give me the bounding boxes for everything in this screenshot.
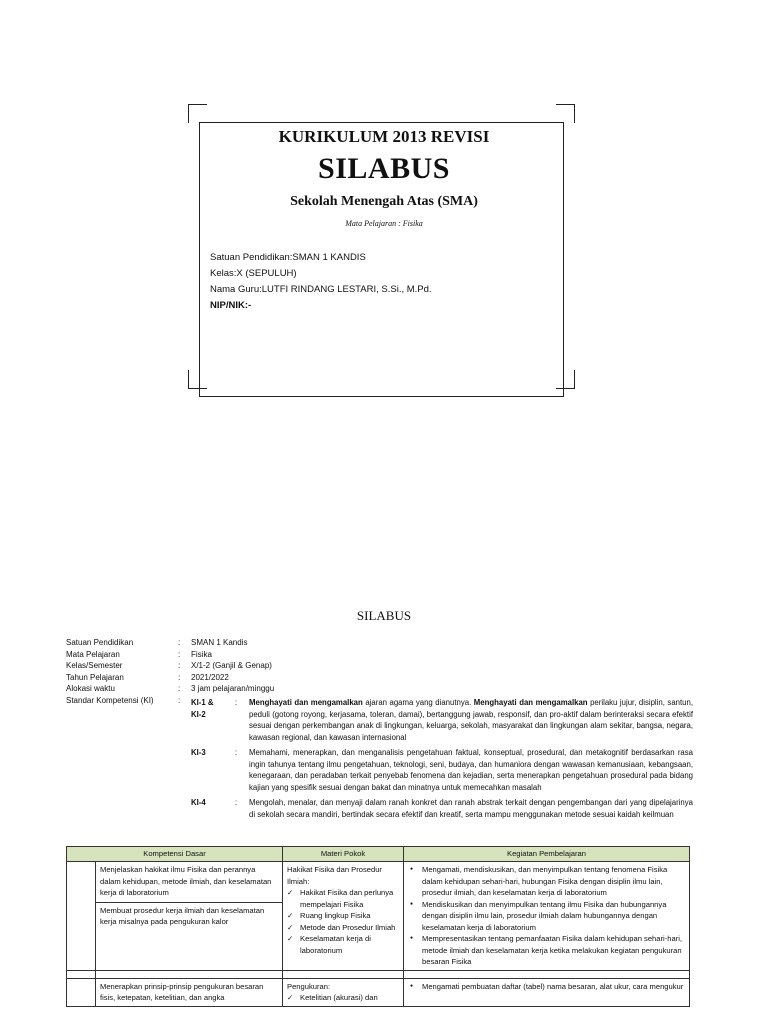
meta-row: Satuan Pendidikan : SMAN 1 Kandis	[66, 638, 248, 647]
kd-number-cell	[67, 978, 96, 1006]
header-kompetensi-dasar: Kompetensi Dasar	[67, 847, 283, 862]
meta-row: Mata Pelajaran : Fisika	[66, 649, 212, 659]
table-row	[67, 978, 690, 1006]
header-materi-pokok: Materi Pokok	[283, 847, 404, 862]
meta-row: Standar Kompetensi (KI) :	[66, 695, 181, 705]
kegiatan-cell	[404, 978, 690, 1006]
cover-school-level: Sekolah Menengah Atas (SMA)	[290, 194, 478, 209]
ki-list	[191, 697, 693, 824]
section-title: SILABUS	[356, 608, 412, 623]
list-item: ✓ Ketelitian (akurasi) dan	[287, 992, 399, 1004]
meta-row: Kelas/Semester : X/1-2 (Ganjil & Genap)	[66, 661, 272, 670]
table-row	[67, 862, 690, 971]
meta-row: Alokasi waktu : 3 jam pelajaran/minggu	[66, 684, 275, 693]
meta-row: Tahun Pelajaran : 2021/2022	[66, 672, 229, 682]
cover-info	[210, 250, 432, 314]
cover-info-nip: NIP/NIK:-	[210, 300, 252, 311]
cover-info-teacher: Nama Guru:LUTFI RINDANG LESTARI, S.Si., M.Pd.	[210, 284, 432, 295]
cover-info-school: Satuan Pendidikan:SMAN 1 KANDIS	[210, 252, 366, 263]
cover-main-title: SILABUS	[318, 152, 450, 185]
ki-row-1-2: KI-1 & KI-2 : Menghayati dan mengamalkan ajaran agama yang dianutnya. Menghayati dan mengamalkan perilaku jujur, disiplin, santun, peduli (gotong royong, kerjasama, toleran, damai), bertanggung jawab, responsif, dan pro-aktif dalam berinteraksi secara efektif sesuai dengan perkembangan anak di lingkungan, keluarga, sekolah, masyarakat dan lingkungan alam sekitar, bangsa, negara, kawasan regional, dan kawasan internasional	[191, 698, 693, 742]
table-spacer-row	[67, 970, 690, 978]
materi-cell: Hakikat Fisika dan Prosedur Ilmiah: ✓ Hakikat Fisika dan perlunya mempelajari Fisika ✓ Ruang lingkup Fisika ✓ Metode dan Prosedur Ilmiah ✓ Keselamatan kerja di laboratorium	[283, 862, 404, 971]
frame-corner-top-left	[188, 104, 207, 123]
list-item: ● Mempresentasikan tentang pemanfaatan Fisika dalam kehidupan sehari-hari, metode ilmiah dan keselamatan kerja ketika melakukan kegiatan pengukuran besaran Fisika	[408, 933, 685, 968]
kd-number-cell	[67, 862, 96, 971]
kegiatan-cell	[404, 862, 690, 971]
ki-row-3: KI-3 : Memahami, menerapkan, dan menganalisis pengetahuan faktual, konseptual, prosedural, dan metakognitif berdasarkan rasa ingin tahunya tentang ilmu pengetahuan, teknologi, seni, budaya, dan humaniora dengan wawasan kemanusiaan, kebangsaan, kenegaraan, dan peradaban terkait penyebab fenomena dan kejadian, serta menerapkan pengetahuan prosedural pada bidang kajian yang spesifik sesuai dengan bakat dan minatnya untuk memecahkan masalah	[191, 748, 693, 792]
list-item: ● Mengamati pembuatan daftar (tabel) nama besaran, alat ukur, cara mengukur	[408, 981, 685, 993]
list-item: ✓ Metode dan Prosedur Ilmiah	[287, 922, 399, 934]
ki-row-4: KI-4 : Mengolah, menalar, dan menyaji dalam ranah konkret dan ranah abstrak terkait dengan pengembangan dari yang dipelajarinya di sekolah secara mandiri, bertindak secara efektif dan kreatif, serta mampu menggunakan metode sesuai kaidah keilmuan	[191, 798, 693, 819]
list-item: ● Mengamati, mendiskusikan, dan menyimpulkan tentang fenomena Fisika dalam kehidupan sehari-hari, hubungan Fisika dengan disiplin ilmu lain, prosedur ilmiah, dan keselamatan kerja di laboratorium	[408, 864, 685, 899]
list-item: ✓ Ruang lingkup Fisika	[287, 910, 399, 922]
materi-cell: Pengukuran: ✓ Ketelitian (akurasi) dan	[283, 978, 404, 1006]
list-item: ● Mendiskusikan dan menyimpulkan tentang ilmu Fisika dan hubungannya dengan disiplin ilmu lain, prosedur ilmiah dalam hubungannya dengan keselamatan kerja di laboratorium	[408, 899, 685, 934]
kd-cell: Menjelaskan hakikat ilmu Fisika dan perannya dalam kehidupan, metode ilmiah, dan keselamatan kerja di laboratorium Membuat prosedur kerja ilmiah dan keselamatan kerja misalnya pada pengukuran kalor	[96, 862, 283, 971]
kd-cell: Menerapkan prinsip-prinsip pengukuran besaran fisis, ketepatan, ketelitian, dan angka	[96, 978, 283, 1006]
header-kegiatan: Kegiatan Pembelajaran	[404, 847, 690, 862]
silabus-table	[66, 846, 690, 1007]
cover-curriculum-title: KURIKULUM 2013 REVISI	[278, 127, 490, 146]
cover-subject: Mata Pelajaran : Fisika	[345, 219, 423, 228]
list-item: ✓ Keselamatan kerja di laboratorium	[287, 933, 399, 956]
meta-list	[66, 637, 274, 706]
list-item: ✓ Hakikat Fisika dan perlunya mempelajari Fisika	[287, 887, 399, 910]
cover-info-class: Kelas:X (SEPULUH)	[210, 268, 297, 279]
frame-corner-top-right	[556, 104, 575, 123]
